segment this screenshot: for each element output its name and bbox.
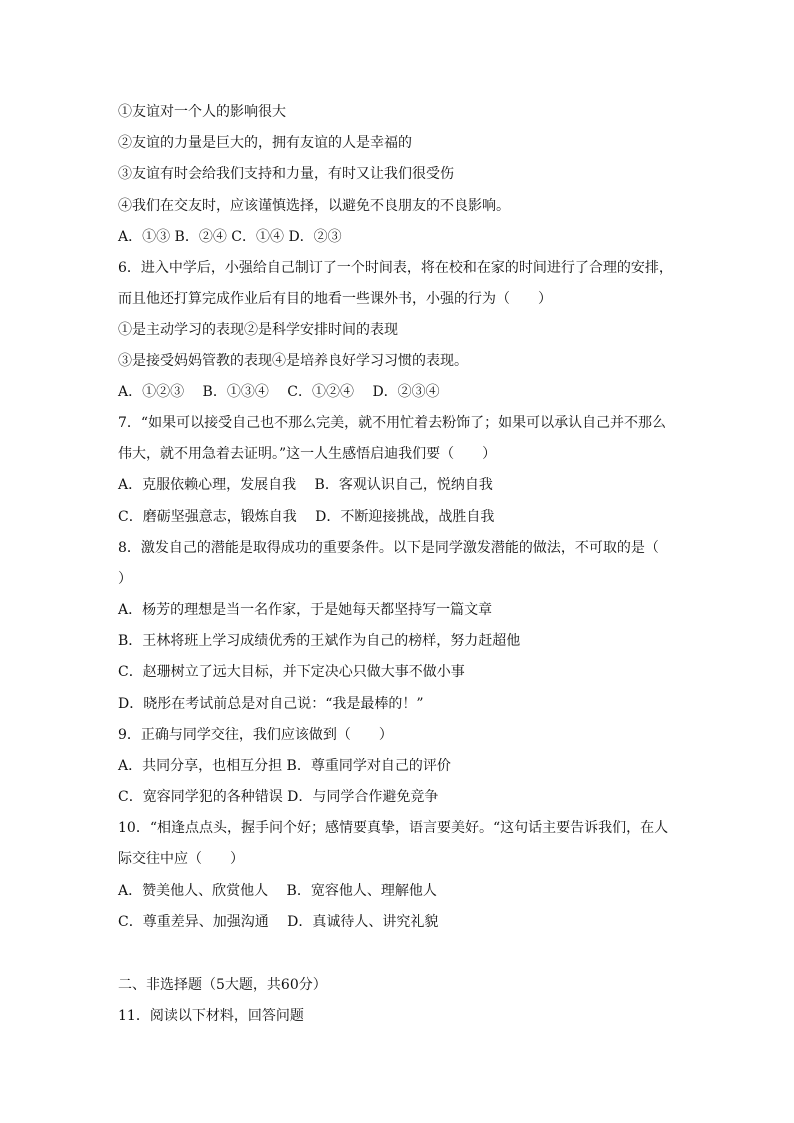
q6-stem-line-2: 而且他还打算完成作业后有目的地看一些课外书，小强的行为（ ）: [118, 291, 552, 307]
q8-option-b: B．王林将班上学习成绩优秀的王斌作为自己的榜样，努力赶超他: [118, 633, 521, 649]
q8-stem-line-1: 8．激发自己的潜能是取得成功的重要条件。以下是同学激发潜能的做法，不可取的是（: [118, 540, 659, 556]
q9-options-line-1: A．共同分享，也相互分担 B．尊重同学对自己的评价: [118, 758, 451, 774]
q7-options-line-2: C．磨砺坚强意志，锻炼自我 D．不断迎接挑战，战胜自我: [118, 509, 495, 525]
q7-stem-line-1: 7．“如果可以接受自己也不那么完美，就不用忙着去粉饰了；如果可以承认自己并不那么: [118, 415, 667, 431]
q5-statement-2: ②友谊的力量是巨大的，拥有友谊的人是幸福的: [118, 135, 412, 151]
q8-option-a: A．杨芳的理想是当一名作家，于是她每天都坚持写一篇文章: [118, 602, 493, 618]
q7-stem-line-2: 伟大，就不用急着去证明。”这一人生感悟启迪我们要（ ）: [118, 446, 497, 462]
q9-options-line-2: C．宽容同学犯的各种错误 D．与同学合作避免竞争: [118, 789, 439, 805]
q10-options-line-1: A．赞美他人、欣赏他人 B．宽容他人、理解他人: [118, 883, 437, 899]
q10-stem-line-2: 际交往中应（ ）: [118, 851, 244, 867]
q6-statements-line-2: ③是接受妈妈管教的表现④是培养良好学习习惯的表现。: [118, 353, 468, 369]
q5-statement-3: ③友谊有时会给我们支持和力量，有时又让我们很受伤: [118, 166, 454, 182]
q10-options-line-2: C．尊重差异、加强沟通 D．真诚待人、讲究礼貌: [118, 914, 439, 930]
q8-option-c: C．赵珊树立了远大目标，并下定决心只做大事不做小事: [118, 664, 465, 680]
q6-options: A．①②③ B．①③④ C．①②④ D．②③④: [118, 384, 440, 400]
q5-statement-1: ①友谊对一个人的影响很大: [118, 104, 286, 120]
q11-stem: 11．阅读以下材料，回答问题: [118, 1008, 304, 1024]
q9-stem: 9．正确与同学交往，我们应该做到（ ）: [118, 727, 393, 743]
q5-statement-4: ④我们在交友时，应该谨慎选择，以避免不良朋友的不良影响。: [118, 198, 510, 214]
q7-options-line-1: A．克服依赖心理，发展自我 B．客观认识自己，悦纳自我: [118, 477, 493, 493]
q6-stem-line-1: 6．进入中学后，小强给自己制订了一个时间表，将在校和在家的时间进行了合理的安排，: [118, 260, 673, 276]
q6-statements-line-1: ①是主动学习的表现②是科学安排时间的表现: [118, 322, 398, 338]
q8-option-d: D．晓彤在考试前总是对自己说：“我是最棒的！”: [118, 696, 424, 712]
section-2-heading: 二、非选择题（5大题，共60分）: [118, 977, 327, 993]
q5-options: A．①③ B．②④ C．①④ D．②③: [118, 229, 342, 245]
q8-stem-line-2: ）: [118, 571, 132, 587]
q10-stem-line-1: 10．“相逢点点头，握手问个好；感情要真挚，语言要美好。“这句话主要告诉我们，在人: [118, 820, 669, 836]
